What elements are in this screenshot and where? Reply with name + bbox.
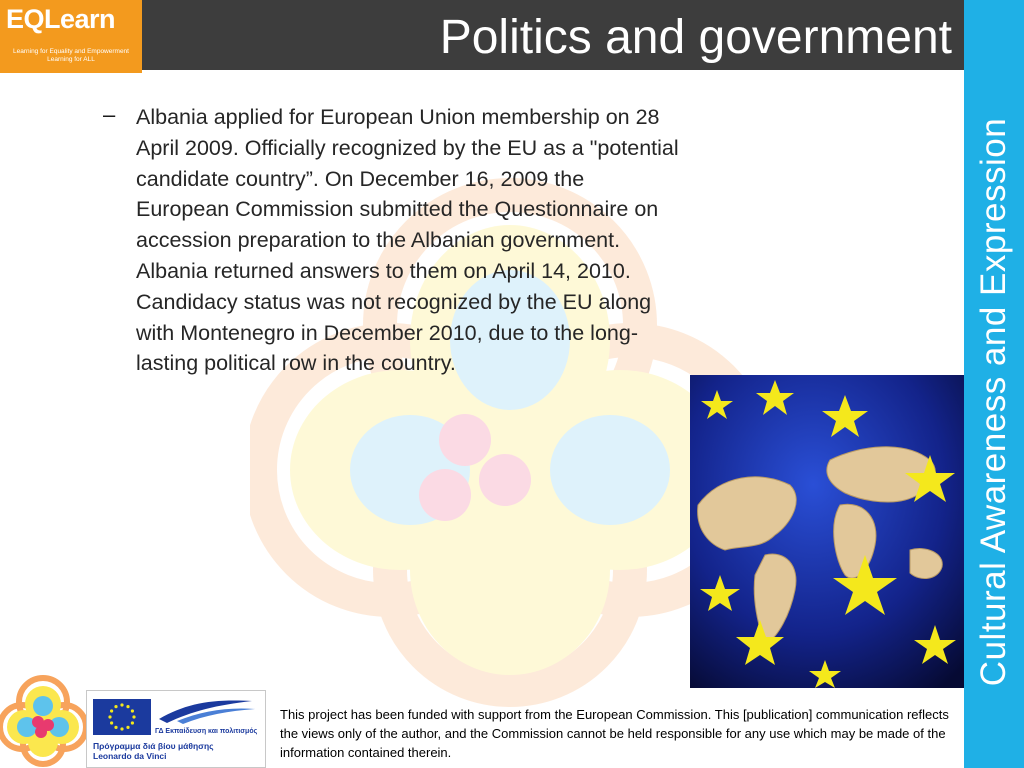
logo-tagline-line-2: Learning for ALL	[47, 56, 95, 63]
bullet-marker: –	[103, 102, 116, 127]
eqlearn-logo	[0, 0, 142, 73]
logo-tagline-line-1: Learning for Equality and Empowerment	[13, 48, 129, 55]
eu-flag-icon	[93, 699, 151, 735]
title-bar	[142, 0, 964, 70]
logo-wordmark	[6, 4, 115, 35]
programme-line-1: Πρόγραμμα διά βίου μάθησης	[93, 741, 214, 751]
logo-tagline	[0, 48, 142, 64]
flower-logo-icon	[0, 672, 86, 768]
funding-disclaimer: This project has been funded with support from the European Commission. This [publication] communication reflects the views only of the author, and the Commission cannot be held responsible for any use which may be made of the information contained therein.	[280, 707, 949, 760]
programme-line-2: Leonardo da Vinci	[93, 751, 167, 761]
slide-title: Politics and government	[439, 11, 952, 64]
logo-learn: Learn	[44, 4, 116, 34]
side-vertical-title: Cultural Awareness and Expression	[974, 117, 1013, 687]
eu-subtitle: ΓΔ Εκπαίδευση και πολιτισμός	[155, 728, 258, 735]
bullet-paragraph: Albania applied for European Union membership on 28 April 2009. Officially recognized by the EU as a "potential candidate country”. On December 16, 2009 the European Commission submitted the Questionnaire on accession preparation to the Albanian government. Albania returned answers to them on April 14, 2010. Candidacy status was not recognized by the EU along with Montenegro in December 2010, due to the long-lasting political row in the country.	[136, 105, 679, 376]
eu-world-map-image	[690, 375, 964, 688]
leonardo-swoosh-icon	[157, 697, 257, 725]
eu-programme-name	[93, 741, 214, 761]
eu-programme-logos	[86, 690, 266, 768]
logo-eq: EQ	[6, 4, 45, 34]
